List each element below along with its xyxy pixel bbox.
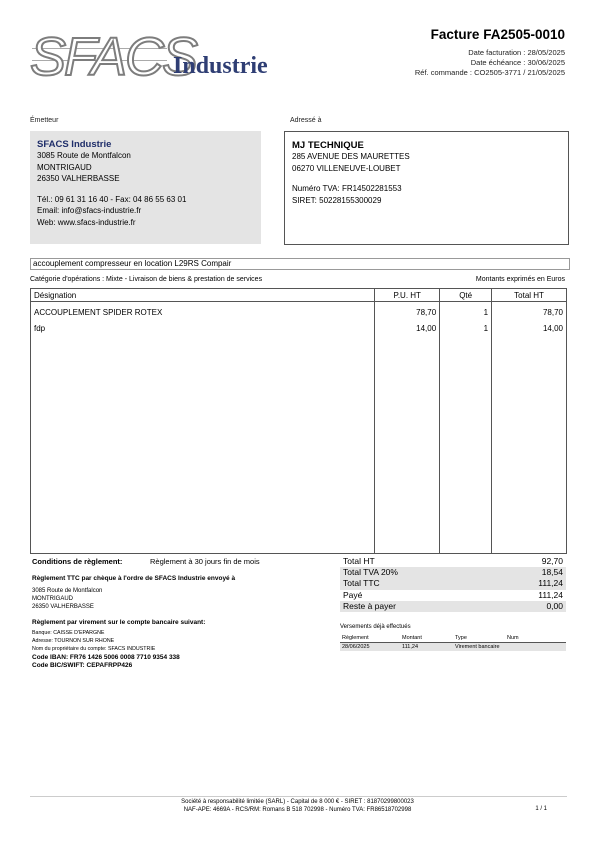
emitter-box <box>30 131 261 244</box>
table-row <box>340 643 566 652</box>
payment-num <box>505 643 566 652</box>
page-number: 1 / 1 <box>535 806 547 812</box>
conditions-value: Règlement à 30 jours fin de mois <box>150 557 260 566</box>
conditions-label: Conditions de règlement: <box>32 557 123 566</box>
total-row <box>340 601 566 612</box>
item-designation: ACCOUPLEMENT SPIDER ROTEX <box>31 302 375 323</box>
emitter-address-line: MONTRIGAUD <box>37 162 92 172</box>
invoice-object: accouplement compresseur en location L29RS Compair <box>30 258 570 270</box>
total-label: Total HT <box>343 556 375 566</box>
recipient-label: Adressé à <box>290 117 322 124</box>
bic: Code BIC/SWIFT: CEPAFRPP426 <box>32 662 133 669</box>
total-label: Payé <box>343 589 363 600</box>
footer-legal: Société à responsabilité limitée (SARL) - Capital de 8 000 € - SIRET : 81870299800023 <box>181 799 414 805</box>
item-quantity: 1 <box>440 323 492 554</box>
table-row <box>31 323 567 554</box>
iban: Code IBAN: FR76 1426 5006 0008 7710 9354 338 <box>32 654 180 661</box>
payments-col: Num <box>505 634 566 643</box>
total-value: 92,70 <box>541 556 563 566</box>
footer-divider <box>30 796 567 797</box>
item-total: 14,00 <box>492 323 567 554</box>
total-row <box>340 590 566 601</box>
totals-block <box>340 556 566 612</box>
item-unit-price: 14,00 <box>375 323 440 554</box>
emitter-address-line: 3085 Route de Montfalcon <box>37 151 131 160</box>
items-table <box>30 288 567 554</box>
col-designation: Désignation <box>31 289 375 302</box>
payment-amount: 111,24 <box>400 643 453 652</box>
total-row <box>340 578 566 589</box>
table-header <box>31 289 567 302</box>
company-logo <box>30 27 290 87</box>
total-value: 18,54 <box>541 567 563 578</box>
bank-line: Adresse: TOURNON SUR RHONE <box>32 638 115 644</box>
total-label: Total TVA 20% <box>343 567 398 578</box>
emitter-label: Émetteur <box>30 117 59 124</box>
payments-col: Règlement <box>340 634 400 643</box>
transfer-title: Règlement par virement sur le compte bancaire suivant: <box>32 619 206 626</box>
operation-category: Catégorie d'opérations : Mixte - Livraison de biens & prestation de services <box>30 276 263 283</box>
recipient-vat: Numéro TVA: FR14502281553 <box>292 184 402 194</box>
emitter-web: Web: www.sfacs-industrie.fr <box>37 217 136 227</box>
recipient-name: MJ TECHNIQUE <box>292 140 364 151</box>
cheque-address-line: MONTRIGAUD <box>32 596 73 602</box>
payments-col: Montant <box>400 634 453 643</box>
order-reference: Réf. commande : CO2505-3771 / 21/05/2025 <box>414 68 565 77</box>
item-unit-price: 78,70 <box>375 302 440 323</box>
total-row <box>340 556 566 567</box>
bank-line: Banque: CAISSE D'EPARGNE <box>32 630 105 636</box>
cheque-address-line: 26350 VALHERBASSE <box>32 604 94 610</box>
item-total: 78,70 <box>492 302 567 323</box>
footer-registration: NAF-APE: 4669A - RCS/RM: Romans B 518 702998 - Numéro TVA: FR86518702998 <box>183 807 412 813</box>
invoice-title: Facture FA2505-0010 <box>430 27 565 42</box>
emitter-email: Email: info@sfacs-industrie.fr <box>37 206 142 216</box>
recipient-box <box>284 131 569 245</box>
item-quantity: 1 <box>440 302 492 323</box>
payments-header <box>340 634 566 643</box>
currency-note: Montants exprimés en Euros <box>475 276 565 283</box>
invoice-date: Date facturation : 28/05/2025 <box>468 48 565 57</box>
total-value: 111,24 <box>538 578 563 589</box>
emitter-name: SFACS Industrie <box>37 139 112 150</box>
col-unit-price: P.U. HT <box>375 289 440 302</box>
emitter-phone: Tél.: 09 61 31 16 40 - Fax: 04 86 55 63 01 <box>37 194 187 204</box>
total-row <box>340 567 566 578</box>
footer <box>0 798 595 814</box>
bank-details <box>32 629 155 653</box>
cheque-address <box>32 587 102 611</box>
col-total: Total HT <box>492 289 567 302</box>
recipient-address-line: 285 AVENUE DES MAURETTES <box>292 152 410 161</box>
table-row <box>31 302 567 323</box>
cheque-address-line: 3085 Route de Montfalcon <box>32 588 103 594</box>
total-value: 0,00 <box>546 600 563 611</box>
payment-date: 28/06/2025 <box>340 643 400 652</box>
payments-table <box>340 634 566 651</box>
logo-word: Industrie <box>173 53 268 79</box>
recipient-address-line: 06270 VILLENEUVE-LOUBET <box>292 163 401 173</box>
total-label: Total TTC <box>343 578 380 589</box>
payments-col: Type <box>453 634 505 643</box>
logo-mark: SFACS <box>30 27 197 87</box>
payments-made-title: Versements déjà effectués <box>340 624 411 630</box>
col-quantity: Qté <box>440 289 492 302</box>
item-designation: fdp <box>31 323 375 554</box>
total-value: 111,24 <box>538 589 563 600</box>
cheque-title: Règlement TTC par chèque à l'ordre de SFACS Industrie envoyé à <box>32 575 236 582</box>
emitter-address-line: 26350 VALHERBASSE <box>37 174 120 184</box>
recipient-siret: SIRET: 50228155300029 <box>292 195 382 205</box>
invoice-due-date: Date échéance : 30/06/2025 <box>470 58 565 67</box>
total-label: Reste à payer <box>343 600 396 611</box>
bank-line: Nom du propriétaire du compte: SFACS INDUSTRIE <box>32 646 156 652</box>
payment-type: Virement bancaire <box>453 643 505 652</box>
